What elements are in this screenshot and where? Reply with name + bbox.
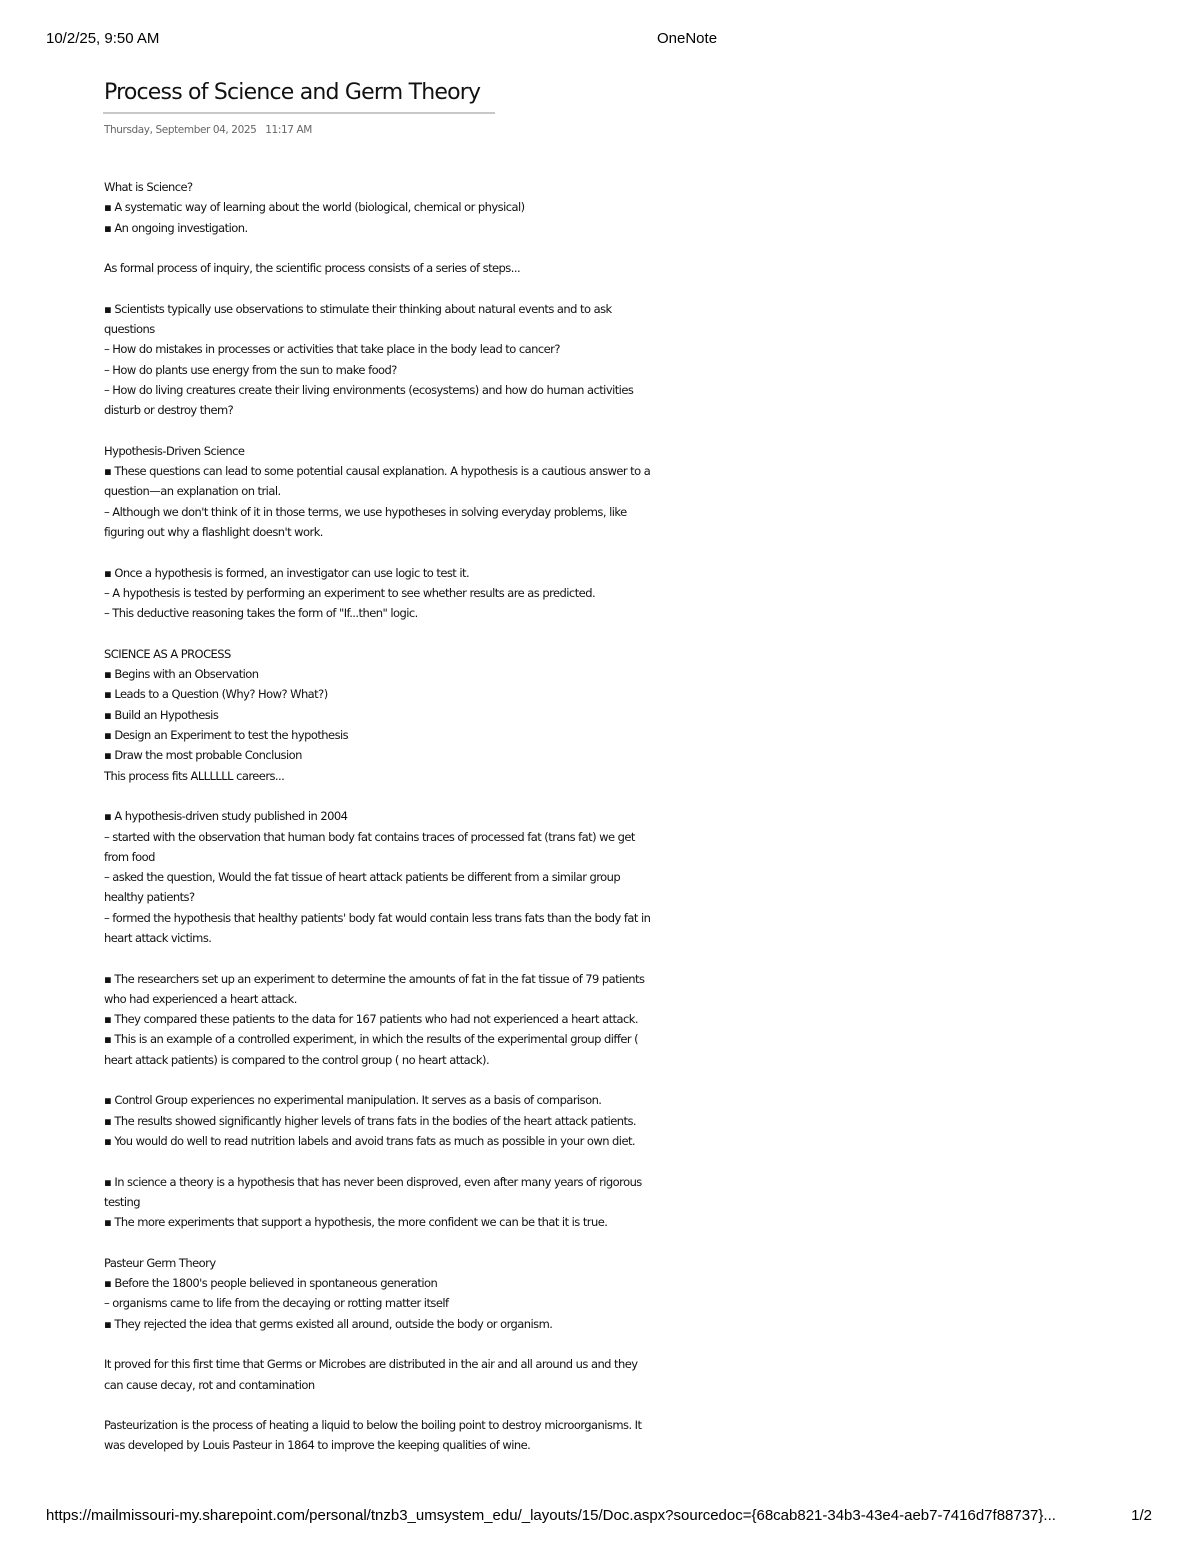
note-line: – started with the observation that human body fat contains traces of processed fat (trans fat) we get [104,829,635,844]
blank-line [104,786,724,806]
blank-line [104,421,724,441]
note-line: This process fits ALLLLLL careers... [104,768,285,783]
note-line: – Although we don't think of it in those terms, we use hypotheses in solving everyday problems, like [104,504,627,519]
print-header-app-name: OneNote [657,30,718,47]
note-line: ▪ They compared these patients to the data for 167 patients who had not experienced a heart attack. [104,1012,638,1027]
note-line: What is Science? [104,180,193,194]
note-line: ▪ Leads to a Question (Why? How? What?) [104,687,328,702]
note-line: – How do mistakes in processes or activities that take place in the body lead to cancer? [104,342,560,357]
page-datetime [104,124,312,136]
blank-line [104,948,724,968]
note-line: heart attack patients) is compared to the control group ( no heart attack). [104,1052,490,1067]
note-line: ▪ Before the 1800's people believed in spontaneous generation [104,1276,438,1291]
note-line: – A hypothesis is tested by performing an experiment to see whether results are as predicted. [104,585,596,600]
page-date: Thursday, September 04, 2025 [104,124,257,136]
note-line: disturb or destroy them? [104,403,234,418]
note-line: ▪ These questions can lead to some potential causal explanation. A hypothesis is a cautious answer to a [104,464,651,479]
note-line: healthy patients? [104,890,195,905]
blank-line [104,278,724,298]
note-line: ▪ The researchers set up an experiment to determine the amounts of fat in the fat tissue of 79 patients [104,971,645,986]
note-line: ▪ In science a theory is a hypothesis that has never been disproved, even after many years of rigorous [104,1174,642,1189]
note-line: testing [104,1194,141,1209]
note-line: who had experienced a heart attack. [104,991,297,1006]
note-line: can cause decay, rot and contamination [104,1377,315,1392]
note-line: – This deductive reasoning takes the form of "If...then" logic. [104,606,418,621]
note-line: question—an explanation on trial. [104,484,281,499]
note-line: – asked the question, Would the fat tissue of heart attack patients be different from a similar group [104,870,621,885]
blank-line [104,542,724,562]
note-line: – How do plants use energy from the sun to make food? [104,362,397,377]
note-line: ▪ Scientists typically use observations to stimulate their thinking about natural events and to ask [104,301,612,316]
note-line: ▪ The more experiments that support a hypothesis, the more confident we can be that it is true. [104,1215,608,1230]
blank-line [104,1070,724,1090]
note-line: ▪ Once a hypothesis is formed, an investigator can use logic to test it. [104,565,470,580]
note-line: ▪ Begins with an Observation [104,667,259,682]
page-time: 11:17 AM [265,124,312,136]
note-line: ▪ A hypothesis-driven study published in 2004 [104,809,348,824]
print-header-datetime: 10/2/25, 9:50 AM [46,30,160,47]
note-line: – organisms came to life from the decaying or rotting matter itself [104,1296,449,1311]
blank-line [104,1151,724,1171]
note-line: questions [104,322,155,337]
print-footer-page-number: 1/2 [1131,1507,1152,1524]
blank-line [104,1334,724,1354]
note-line: ▪ This is an example of a controlled experiment, in which the results of the experimental group differ ( [104,1032,639,1047]
blank-line [104,238,724,258]
note-line: ▪ The results showed significantly higher levels of trans fats in the bodies of the heart attack patients. [104,1113,637,1128]
note-line: Pasteur Germ Theory [104,1255,216,1270]
note-line: SCIENCE AS A PROCESS [104,646,231,661]
note-line: figuring out why a flashlight doesn't work. [104,525,323,540]
note-line: ▪ Build an Hypothesis [104,707,219,722]
blank-line [104,1395,724,1415]
note-line: Hypothesis-Driven Science [104,443,245,458]
print-footer-url: https://mailmissouri-my.sharepoint.com/personal/tnzb3_umsystem_edu/_layouts/15/Doc.aspx?sourcedoc={68cab821-34b3-43e4-aeb7-7416d7f88737}... [46,1507,1056,1524]
note-line: It proved for this first time that Germs or Microbes are distributed in the air and all around us and they [104,1357,638,1372]
note-line: ▪ Design an Experiment to test the hypothesis [104,728,349,743]
blank-line [104,624,724,644]
note-line: As formal process of inquiry, the scientific process consists of a series of steps... [104,261,521,276]
note-line: ▪ Control Group experiences no experimental manipulation. It serves as a basis of comparison. [104,1093,602,1108]
note-line: ▪ They rejected the idea that germs existed all around, outside the body or organism. [104,1316,553,1331]
page-title: Process of Science and Germ Theory [104,80,481,105]
note-line: ▪ You would do well to read nutrition labels and avoid trans fats as much as possible in your own diet. [104,1133,636,1148]
note-body [104,177,724,1456]
note-line: from food [104,849,155,864]
note-line: ▪ A systematic way of learning about the world (biological, chemical or physical) [104,200,525,215]
note-line: Pasteurization is the process of heating a liquid to below the boiling point to destroy microorganisms. It [104,1418,642,1433]
note-line: heart attack victims. [104,930,212,945]
note-line: – formed the hypothesis that healthy patients' body fat would contain less trans fats than the body fat in [104,910,651,925]
blank-line [104,1232,724,1252]
note-line: ▪ Draw the most probable Conclusion [104,748,302,763]
note-line: was developed by Louis Pasteur in 1864 to improve the keeping qualities of wine. [104,1438,531,1453]
note-line: – How do living creatures create their living environments (ecosystems) and how do human activities [104,382,634,397]
title-underline [103,112,495,114]
note-line: ▪ An ongoing investigation. [104,220,248,235]
